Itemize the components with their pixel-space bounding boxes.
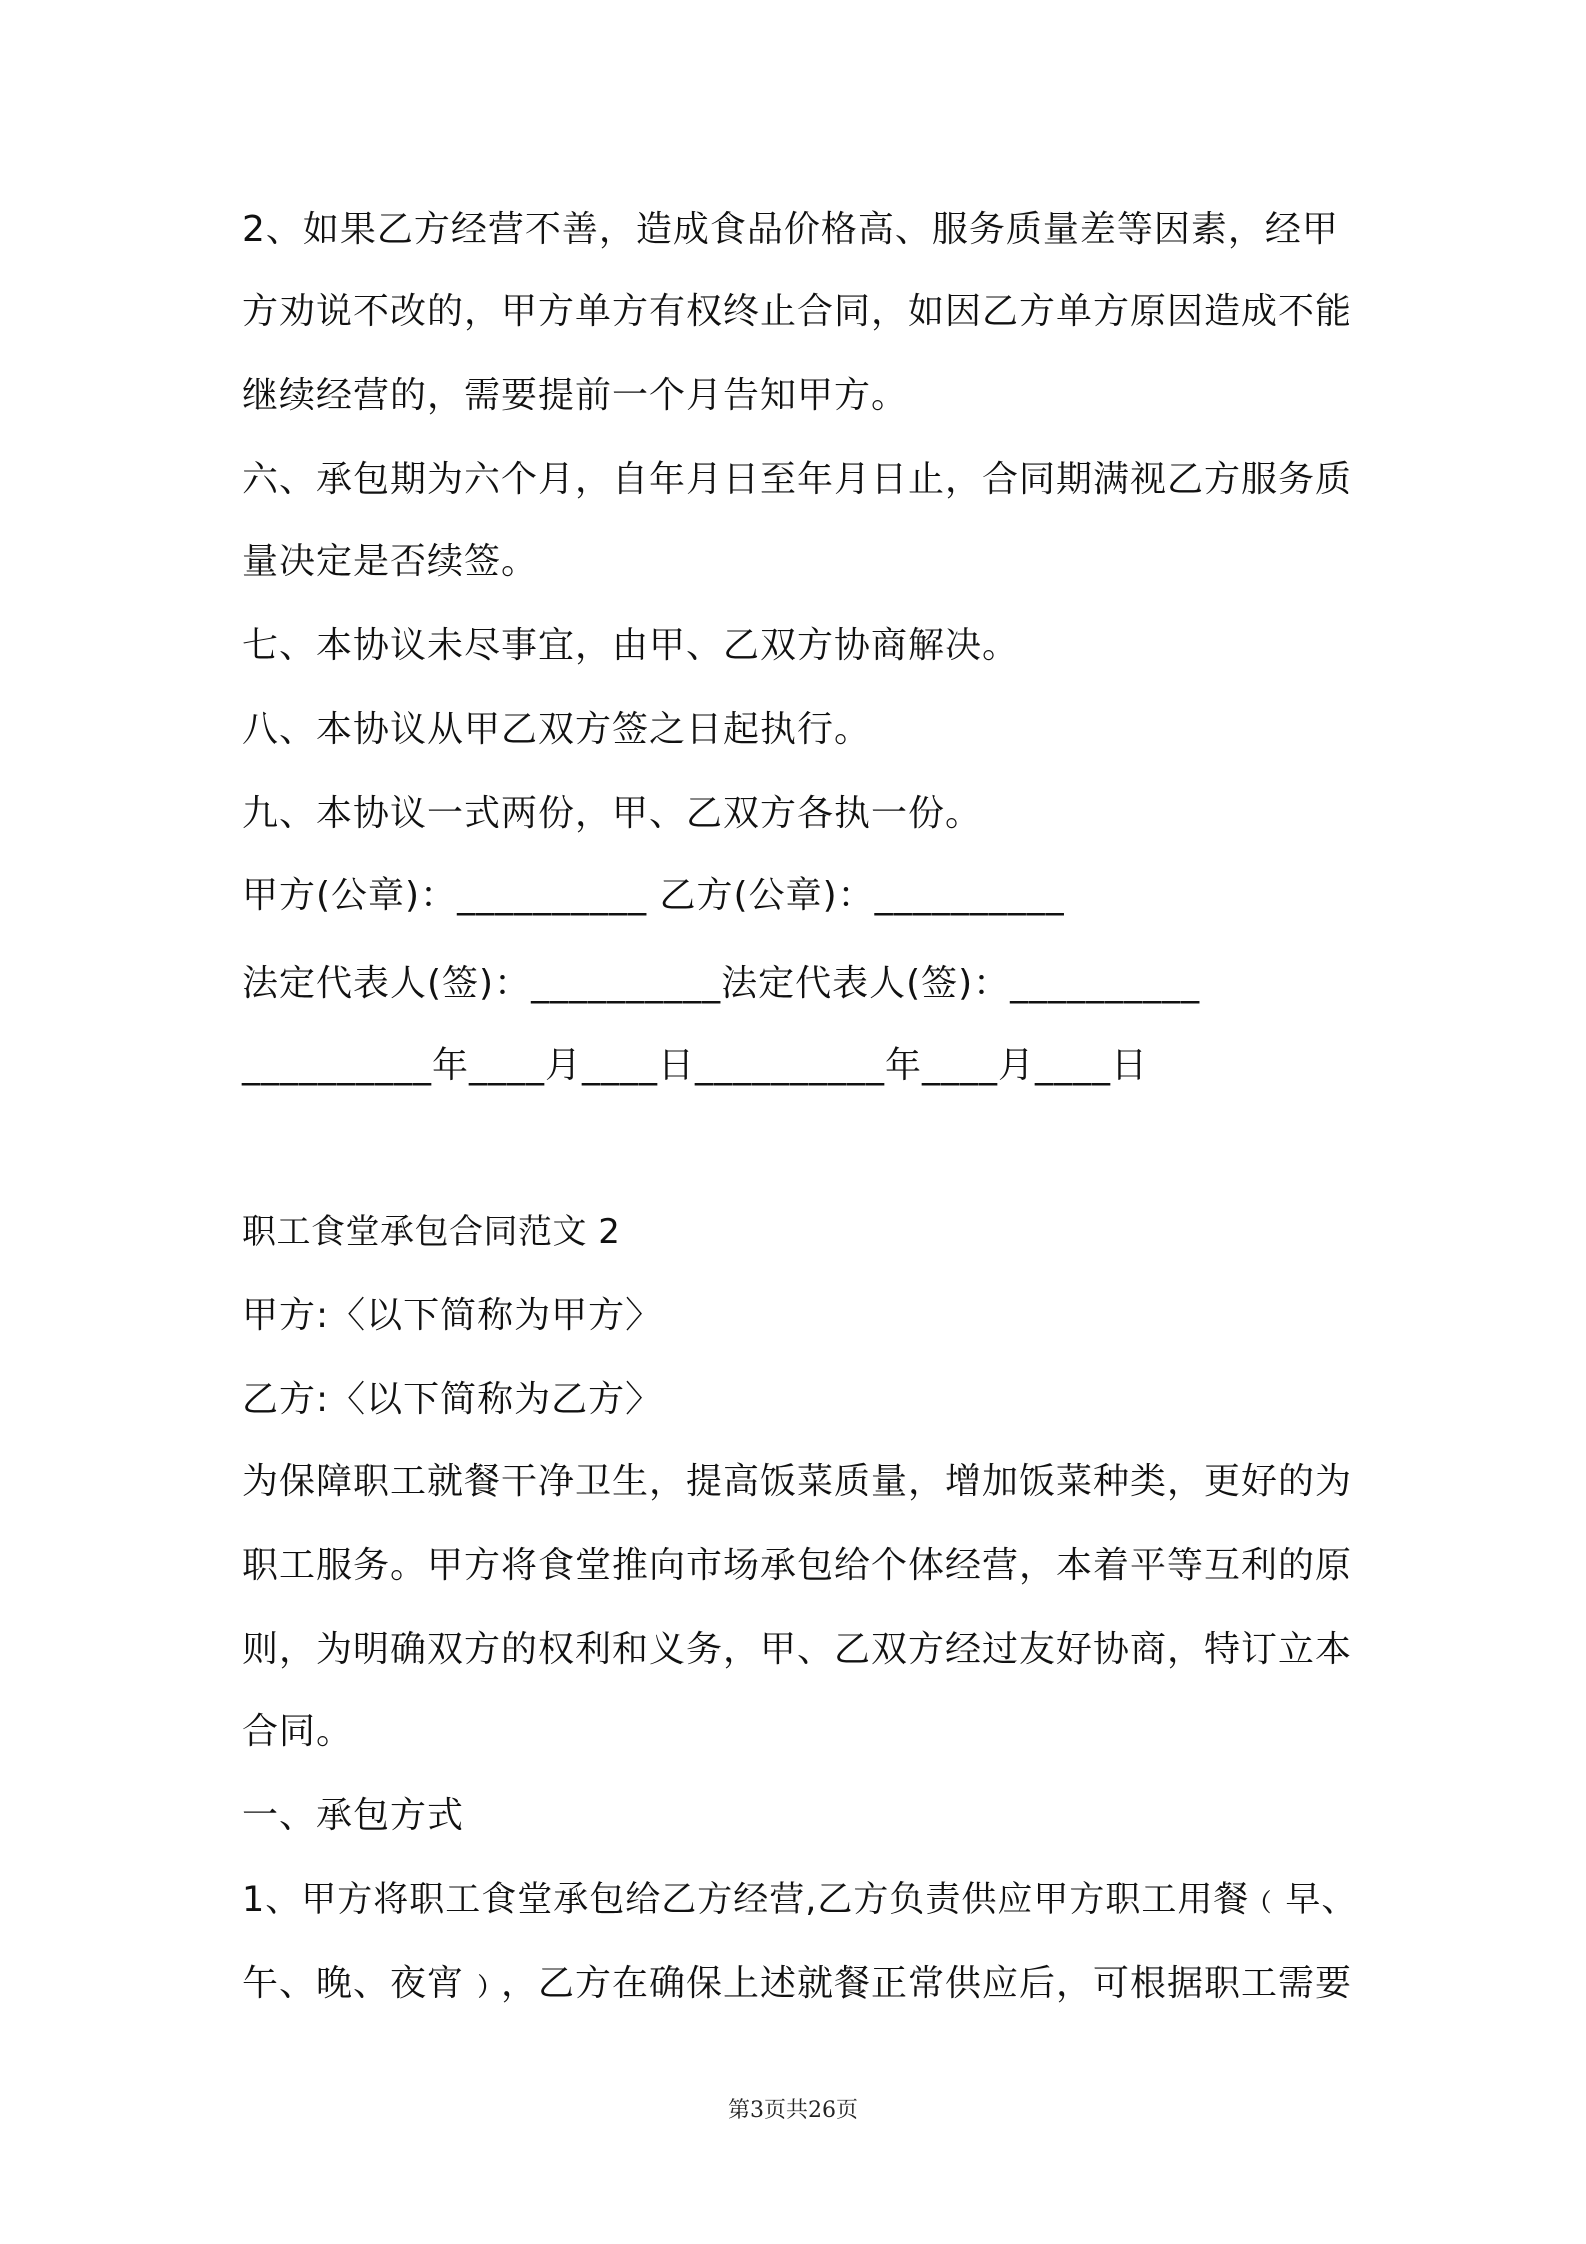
page-number-footer: 第3页共26页 — [728, 2098, 858, 2123]
paragraph-line: 则，为明确双方的权利和义务，甲、乙双方经过友好协商，特订立本 — [242, 1629, 1353, 1670]
section-title: 职工食堂承包合同范文 2 — [242, 1212, 621, 1252]
paragraph-line: 职工服务。甲方将食堂推向市场承包给个体经营，本着平等互利的原 — [242, 1545, 1353, 1586]
paragraph-line: 合同。 — [242, 1711, 354, 1752]
party-b-line: 乙方:〈以下简称为乙方〉 — [242, 1379, 663, 1420]
signature-line-date: __________年____月____日__________年____月____日 — [242, 1045, 1148, 1086]
signature-line-seal: 甲方(公章)：__________ 乙方(公章)：__________ — [242, 875, 1065, 916]
paragraph-line: 八、本协议从甲乙双方签之日起执行。 — [242, 709, 872, 750]
paragraph-line: 为保障职工就餐干净卫生，提高饭菜质量，增加饭菜种类，更好的为 — [242, 1461, 1353, 1502]
paragraph-line: 六、承包期为六个月，自年月日至年月日止，合同期满视乙方服务质 — [242, 459, 1353, 500]
paragraph-line: 继续经营的，需要提前一个月告知甲方。 — [242, 375, 909, 416]
paragraph-line: 2、如果乙方经营不善，造成食品价格高、服务质量差等因素，经甲 — [242, 209, 1339, 250]
paragraph-line: 量决定是否续签。 — [242, 541, 539, 582]
paragraph-line: 七、本协议未尽事宜，由甲、乙双方协商解决。 — [242, 625, 1020, 666]
signature-line-representative: 法定代表人(签)：__________法定代表人(签)：__________ — [242, 963, 1201, 1004]
party-a-line: 甲方:〈以下简称为甲方〉 — [242, 1295, 663, 1336]
paragraph-line: 1、甲方将职工食堂承包给乙方经营,乙方负责供应甲方职工用餐﹙早、 — [242, 1880, 1358, 1920]
paragraph-line: 午、晚、夜宵﹚，乙方在确保上述就餐正常供应后，可根据职工需要 — [242, 1963, 1353, 2004]
section-heading: 一、承包方式 — [242, 1795, 465, 1836]
paragraph-line: 方劝说不改的，甲方单方有权终止合同，如因乙方单方原因造成不能 — [242, 291, 1353, 332]
paragraph-line: 九、本协议一式两份，甲、乙双方各执一份。 — [242, 793, 983, 834]
